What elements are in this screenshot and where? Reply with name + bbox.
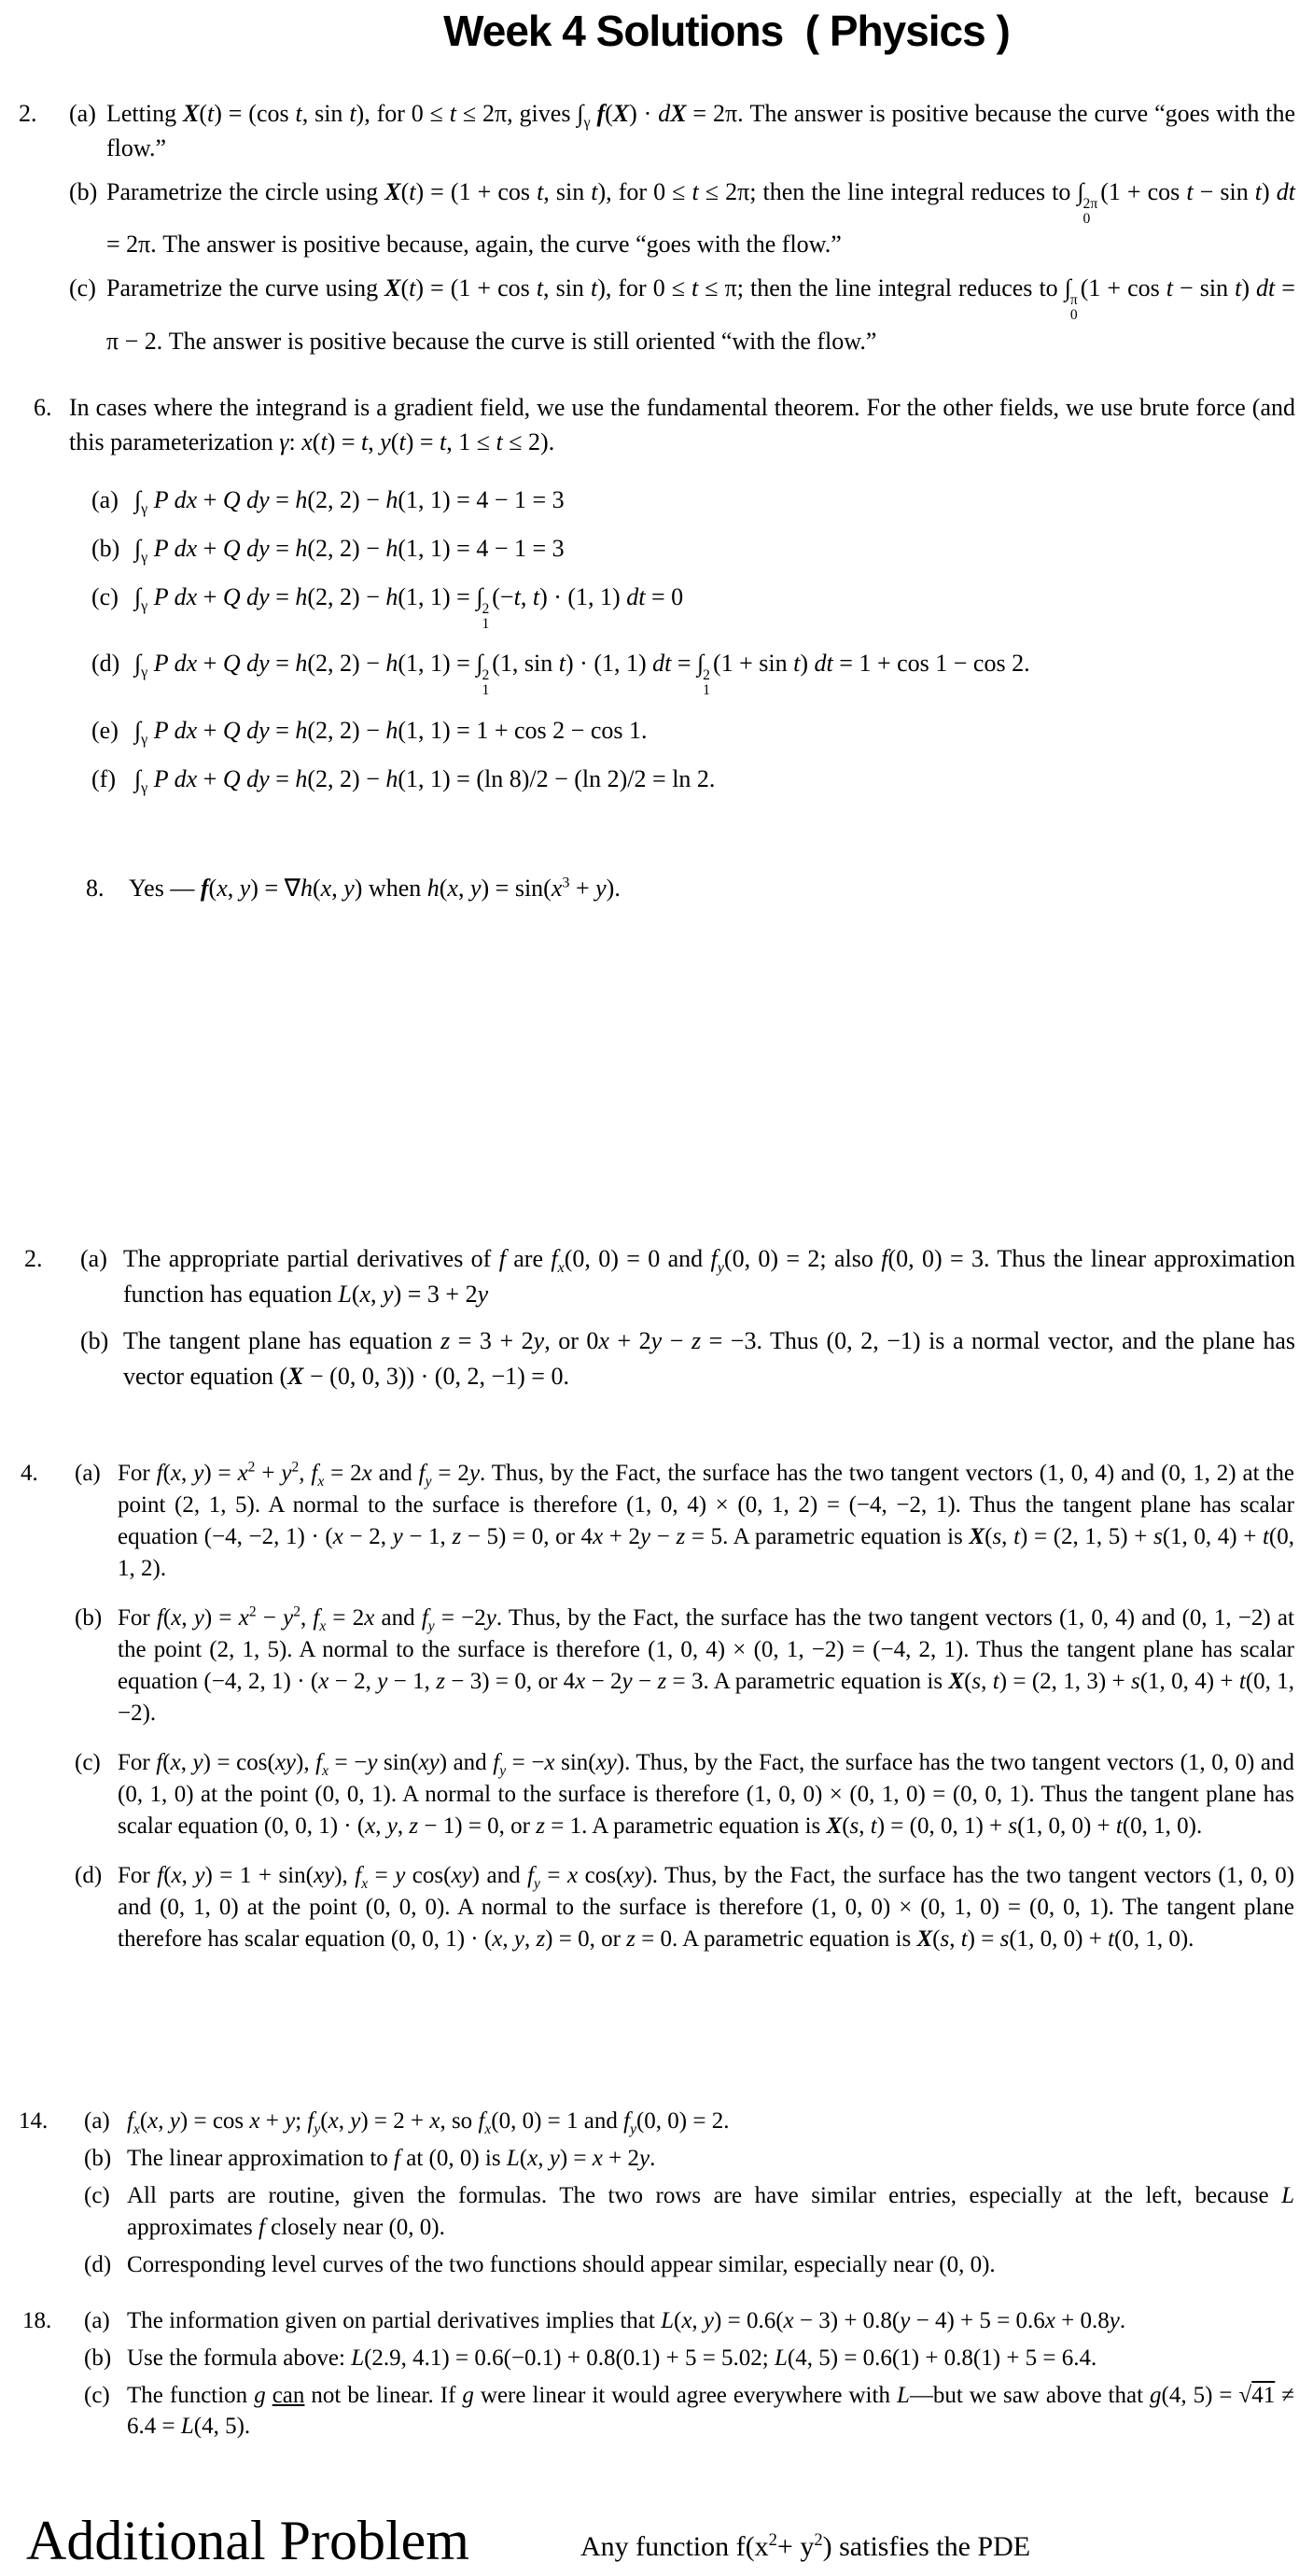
part-label: (d) — [84, 2252, 112, 2277]
part-4b — [75, 1603, 1294, 1729]
part-2b-b — [80, 1323, 1295, 1394]
problem-number: 2. — [19, 100, 37, 127]
part-18a — [84, 2305, 1294, 2336]
part-text: $\int_\gamma$ P dx + Q dy = h(2, 2) − h(1, 1) = (ln 8)/2 − (ln 2)/2 = ln 2. — [134, 764, 716, 796]
part-label: (e) — [91, 716, 119, 744]
part-label: (a) — [75, 1461, 101, 1486]
problem-number: 8. — [86, 875, 105, 902]
part-label: (c) — [69, 274, 96, 302]
part-6c — [91, 580, 1313, 632]
part-6b — [91, 531, 1313, 566]
part-label: (a) — [80, 1245, 107, 1272]
part-6d — [91, 646, 1313, 698]
problem-14 — [0, 2106, 1313, 2287]
part-label: (b) — [75, 1605, 103, 1631]
part-18b — [84, 2343, 1294, 2373]
part-label: (d) — [91, 650, 120, 678]
part-text: The function g can not be linear. If g were linear it would agree everywhere with L—but we saw above that g(4, 5) = √41 ≠ 6.4 = L(4, 5). — [127, 2383, 1294, 2439]
part-text: For f(x, $y) = x^2 + y^2$, $f_x = 2x$ and $f_y = 2y$. Thus, by the Fact, the surface has the two tangent vectors (1, 0, 4) and (0, 1, 2) at the point (2, 1, 5). A normal to the surface is therefore (1, 0, 4) × (0, 1, 2) = (−4, −2, 1). Thus the tangent plane has scalar equation (−4, −2, 1) · (x − 2, y − 1, z − 5) = 0, or 4x + 2y − z = 5. A parametric equation is X(s, t) = (2, 1, 5) + s(1, 0, 4) + t(0, 1, 2). — [118, 1459, 1294, 1581]
part-text: For f(x, $y) = x^2 - y^2$, $f_x = 2x$ and $f_y = -2y$. Thus, by the Fact, the surface has the two tangent vectors (1, 0, 4) and (0, 1, −2) at the point (2, 1, 5). A normal to the surface is therefore (1, 0, 4) × (0, 1, −2) = (−4, 2, 1). Thus the tangent plane has scalar equation (−4, 2, 1) · (x − 2, y − 1, z − 3) = 0, or 4x − 2y − z = 3. A parametric equation is X(s, t) = (2, 1, 3) + s(1, 0, 4) + t(0, 1, −2). — [118, 1603, 1294, 1726]
part-text: All parts are routine, given the formulas. The two rows are have similar entries, especially at the left, because L approximates f closely near (0, 0). — [127, 2183, 1294, 2240]
part-18c — [84, 2380, 1294, 2442]
part-6f — [91, 762, 1313, 796]
part-label: (b) — [69, 178, 98, 205]
part-text: $\int_\gamma$ P dx + Q dy = h(2, 2) − h(1, 1) = 1 + cos 2 − cos 1. — [134, 716, 648, 748]
part-text: $\int_\gamma$ P dx + Q dy = h(2, 2) − h(1, 1) = ∫ 2 1 (−t, t) · (1, 1) dt = 0 — [134, 583, 684, 632]
part-14c — [84, 2180, 1294, 2244]
part-label: (d) — [75, 1863, 103, 1888]
problem-4 — [0, 1458, 1313, 1973]
part-label: (a) — [84, 2108, 110, 2134]
part-label: (b) — [84, 2345, 112, 2371]
part-label: (c) — [75, 1750, 101, 1775]
problem-2-second — [0, 1241, 1313, 1406]
part-2b-a — [80, 1241, 1295, 1312]
part-text: $\int_\gamma$ P dx + Q dy = h(2, 2) − h(1, 1) = ∫ 2 1 (1, sin t) · (1, 1) dt = ∫ 2 1 (1 + sin t) dt = 1 + cos 1 − cos 2. — [134, 650, 1030, 699]
part-text: For f(x, y) = cos(xy), $f_x = -y$ sin(xy) and $f_y = -x$ sin(xy). Thus, by the Fact, the surface has the two tangent vectors (1, 0, 0) and (0, 1, 0) at the point (0, 0, 1). A normal to the surface is therefore (1, 0, 0) × (0, 1, 0) = (0, 0, 1). Thus the tangent plane has scalar equation (0, 0, 1) · (x, y, z − 1) = 0, or z = 1. A parametric equation is X(s, t) = (0, 0, 1) + s(1, 0, 0) + t(0, 1, 0). — [118, 1750, 1295, 1839]
part-text: $f_x(x$, y) = cos x + y; $f_y(x$, y) = 2 + x, so $f_x(0$, 0) = 1 and $f_y(0$, 0) = 2. — [127, 2108, 730, 2137]
part-label: (a) — [84, 2308, 110, 2333]
part-text: $\int_\gamma$ P dx + Q dy = h(2, 2) − h(1, 1) = 4 − 1 = 3 — [134, 486, 565, 518]
part-6e — [91, 713, 1313, 748]
part-label: (b) — [84, 2146, 112, 2171]
part-label: (b) — [91, 535, 120, 562]
part-text: Yes — f(x, y) = ∇h(x, y) when h(x, $y) = \sin(x^3 + y)$. — [129, 875, 621, 902]
problem-18 — [0, 2305, 1313, 2448]
problem-6-intro: In cases where the integrand is a gradient field, we use the fundamental theorem. For the other fields, we use brute force (and this parameterization γ: x(t) = t, y(t) = t, 1 ≤ t ≤ 2). — [69, 394, 1295, 455]
part-4c — [75, 1747, 1294, 1842]
part-label: (f) — [91, 764, 116, 792]
part-label: (a) — [91, 486, 119, 513]
part-text: For f(x, y) = 1 + sin(xy), $f_x = y$ cos(xy) and $f_y = x$ cos(xy). Thus, by the Fact, the surface has the two tangent vectors (1, 0, 0) and (0, 1, 0) at the point (0, 0, 0). A normal to the surface is therefore (1, 0, 0) × (0, 1, 0) = (0, 0, 1). The tangent plane therefore has scalar equation (0, 0, 1) · (x, y, z) = 0, or z = 0. A parametric equation is X(s, t) = s(1, 0, 0) + t(0, 1, 0). — [118, 1863, 1295, 1952]
part-14a — [84, 2106, 1294, 2137]
part-text: Parametrize the curve using X(t) = (1 + cos t, sin t), for 0 ≤ t ≤ π; then the line integral reduces to ∫ π 0 (1 + cos t − sin t) dt = π − 2. The answer is positive because the curve is still oriented “with the flow.” — [106, 274, 1295, 355]
additional-problem-note: Any function $f(x^2+ y^2)$ satisfies the PDE — [580, 2530, 1031, 2562]
additional-problem-heading: Additional Problem — [26, 2510, 469, 2571]
part-text: $\int_\gamma$ P dx + Q dy = h(2, 2) − h(1, 1) = 4 − 1 = 3 — [134, 535, 565, 567]
part-4a — [75, 1458, 1294, 1585]
part-text: Corresponding level curves of the two functions should appear similar, especially near (0, 0). — [127, 2252, 996, 2277]
part-label: (c) — [84, 2183, 110, 2208]
part-text: The linear approximation to f at (0, 0) is L(x, y) = x + 2y. — [127, 2146, 656, 2171]
part-label: (b) — [80, 1327, 109, 1354]
part-label: (c) — [84, 2383, 110, 2408]
part-text: Letting X(t) = (cos t, sin t), for 0 ≤ t ≤ 2π, gives $\int_\gamma$ f(X) · dX = 2π. The answer is positive because the curve “goes with the flow.” — [106, 100, 1296, 161]
problem-number: 14. — [19, 2108, 49, 2134]
part-label: (c) — [91, 583, 119, 610]
part-text: The tangent plane has equation z = 3 + 2y, or 0x + 2y − z = −3. Thus (0, 2, −1) is a normal vector, and the plane has vector equation (X − (0, 0, 3)) · (0, 2, −1) = 0. — [123, 1327, 1295, 1390]
problem-6 — [0, 390, 1313, 810]
part-14b — [84, 2143, 1294, 2175]
problem-number: 6. — [34, 394, 52, 421]
part-text: Use the formula above: L(2.9, 4.1) = 0.6(−0.1) + 0.8(0.1) + 5 = 5.02; L(4, 5) = 0.6(1) + 0.8(1) + 5 = 6.4. — [127, 2345, 1097, 2371]
part-2c — [69, 271, 1295, 357]
problem-number: 2. — [24, 1245, 43, 1272]
part-label: (a) — [69, 100, 96, 127]
part-4d — [75, 1860, 1294, 1955]
problem-8 — [0, 871, 1313, 905]
part-text: The information given on partial derivatives implies that L(x, y) = 0.6(x − 3) + 0.8(y − 4) + 5 = 0.6x + 0.8y. — [127, 2308, 1126, 2333]
problem-2 — [0, 96, 1313, 368]
part-text: Parametrize the circle using X(t) = (1 + cos t, sin t), for 0 ≤ t ≤ 2π; then the line integral reduces to ∫ 2π 0 (1 + cos t − sin t) dt = 2π. The answer is positive because, again, the curve “goes with the flow.” — [106, 178, 1295, 259]
problem-number: 4. — [21, 1461, 38, 1486]
part-2a — [69, 96, 1295, 165]
part-6a — [91, 483, 1313, 517]
page-title: Week 4 Solutions ( Physics ) — [443, 7, 1010, 55]
part-14d — [84, 2249, 1294, 2281]
part-text: The appropriate partial derivatives of f are $f_x(0$, 0) = 0 and $f_y(0$, 0) = 2; also f(0, 0) = 3. Thus the linear approximation function has equation L(x, y) = 3 + 2y — [123, 1245, 1295, 1308]
part-2b — [69, 175, 1295, 261]
problem-number: 18. — [22, 2308, 52, 2333]
